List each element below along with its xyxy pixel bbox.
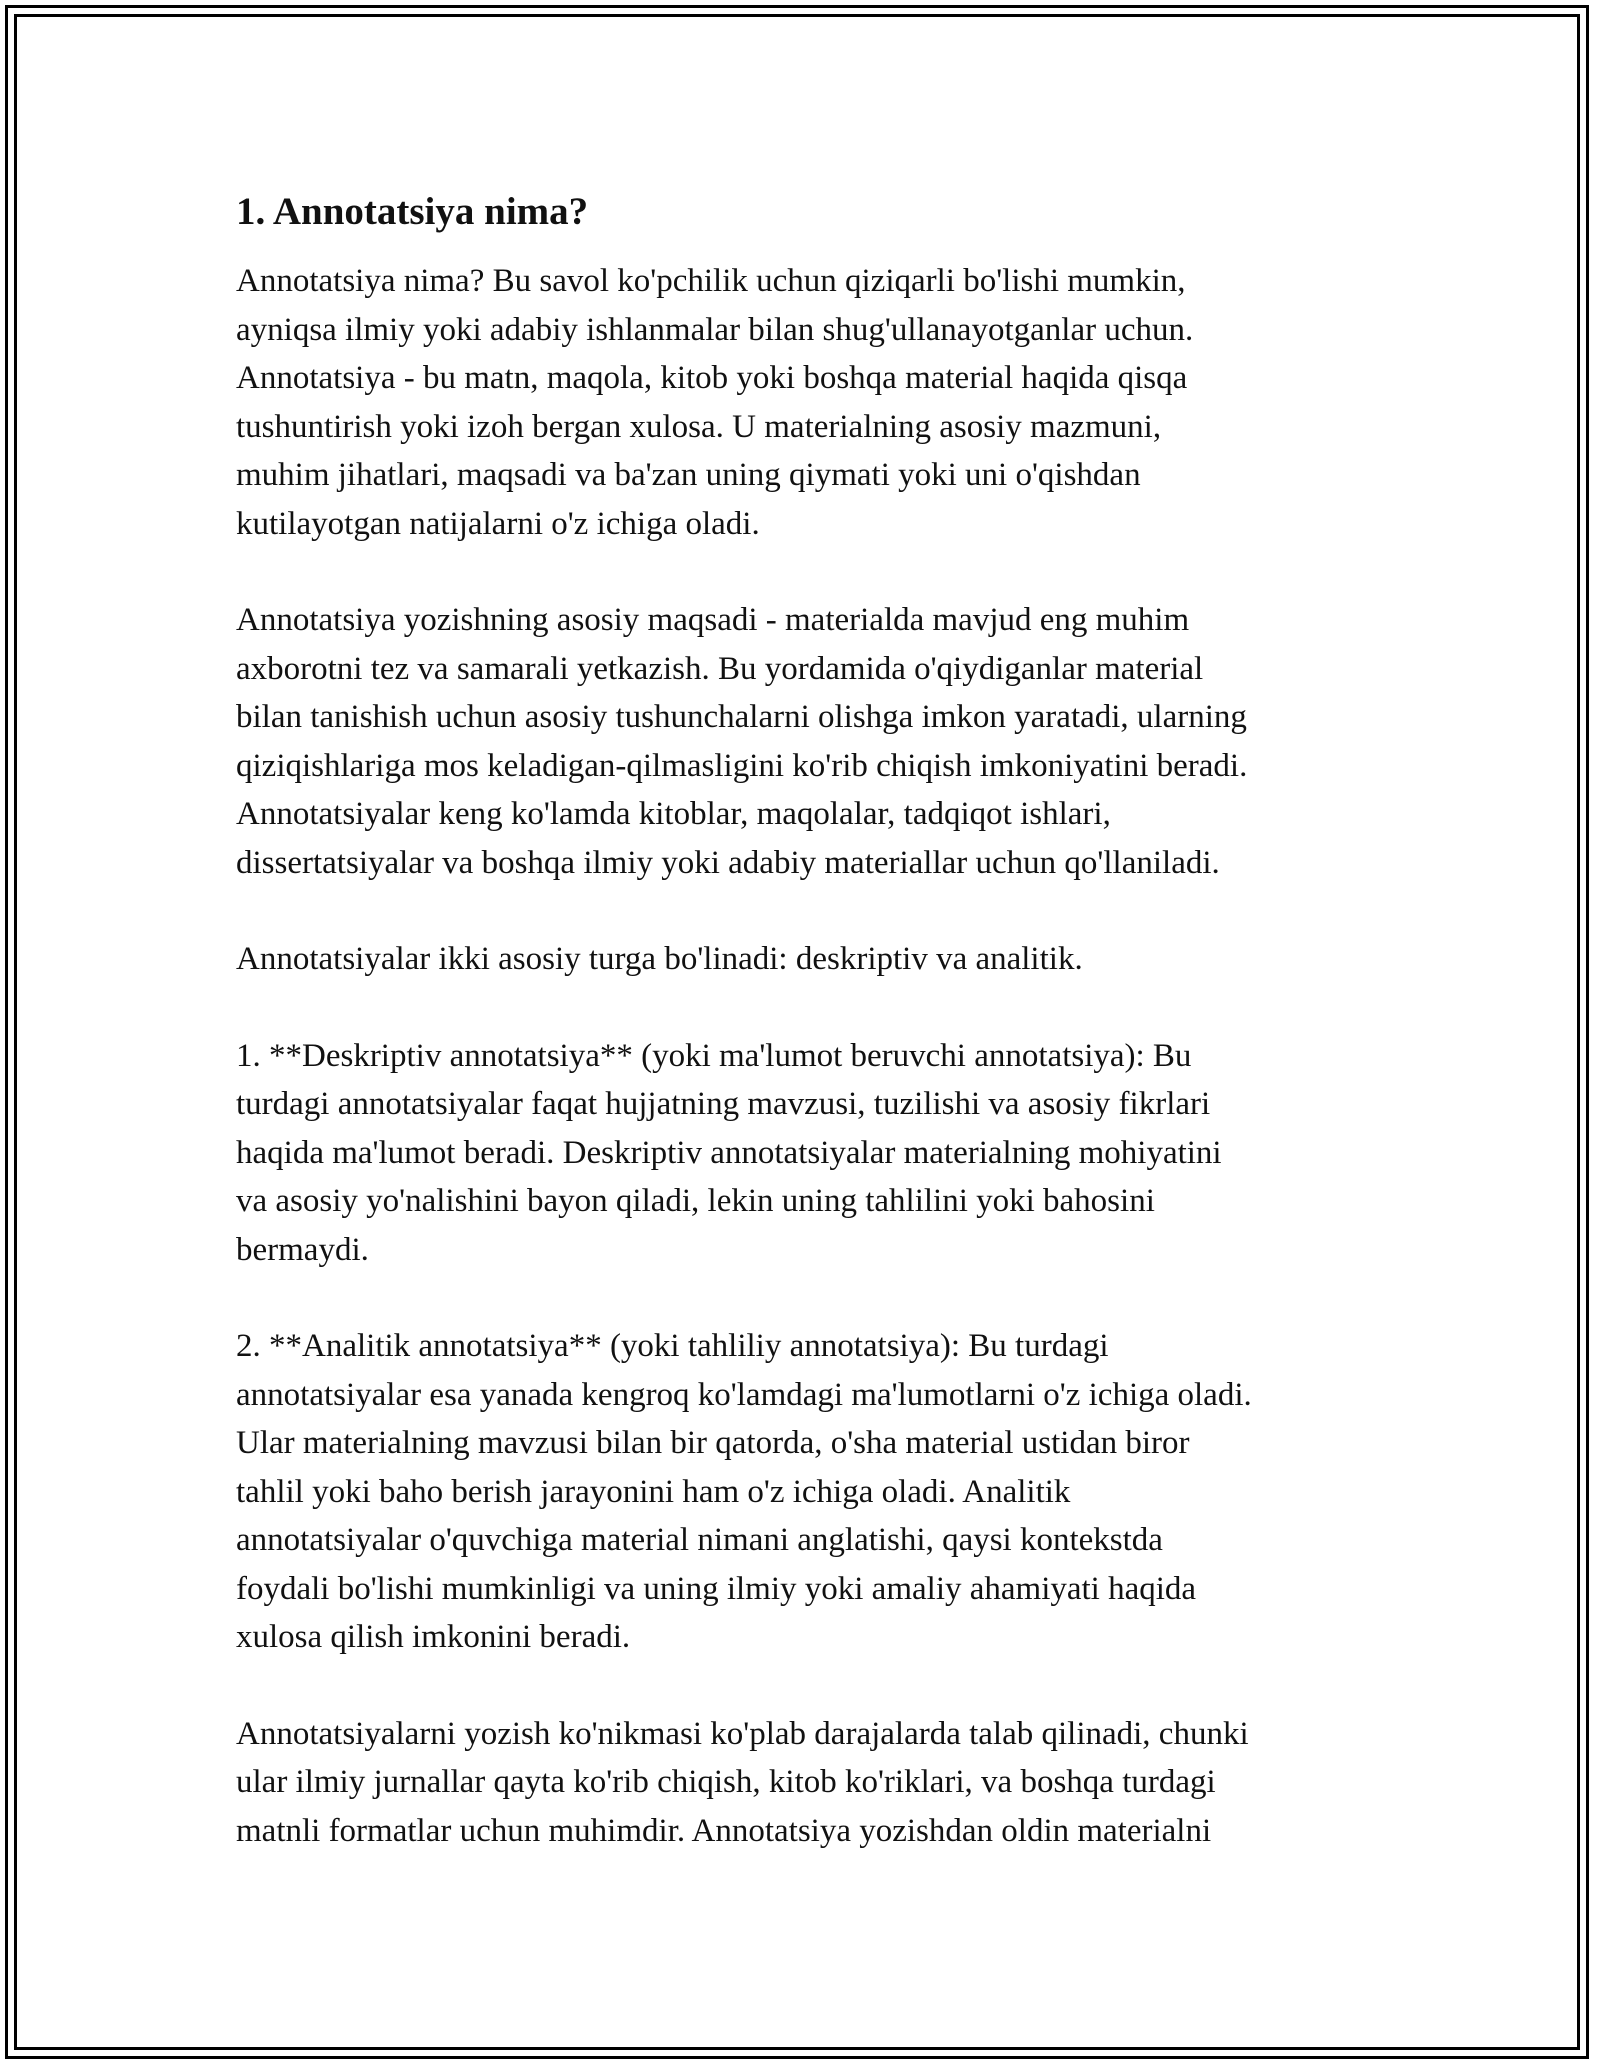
text-line: Annotatsiyalar ikki asosiy turga bo'linadi: deskriptiv va analitik. (236, 941, 1083, 977)
paragraph-analytic (236, 1322, 1376, 1662)
text-line: annotatsiyalar esa yanada kengroq ko'lamdagi ma'lumotlarni o'z ichiga oladi. (236, 1376, 1252, 1413)
section-heading: 1. Annotatsiya nima? (236, 190, 589, 233)
paragraph-types-intro (236, 935, 1376, 984)
text-line: Annotatsiya nima? Bu savol ko'pchilik uchun qiziqarli bo'lishi mumkin, (236, 263, 1186, 299)
paragraph-purpose (236, 596, 1376, 887)
text-line: bermaydi. (236, 1231, 369, 1268)
text-line: Annotatsiya - bu matn, maqola, kitob yoki boshqa material haqida qisqa (236, 360, 1188, 396)
paragraph-descriptive (236, 1032, 1376, 1275)
document-body (236, 186, 1376, 1903)
text-line: Ular materialning mavzusi bilan bir qatorda, o'sha material ustidan biror (236, 1425, 1190, 1461)
text-line: haqida ma'lumot beradi. Deskriptiv annotatsiyalar materialning mohiyatini (236, 1134, 1222, 1171)
paragraph-definition (236, 257, 1376, 548)
text-line: ayniqsa ilmiy yoki adabiy ishlanmalar bilan shug'ullanayotganlar uchun. (236, 311, 1194, 348)
text-line: bilan tanishish uchun asosiy tushunchalarni olishga imkon yaratadi, ularning (236, 699, 1247, 735)
text-line: Annotatsiyalarni yozish ko'nikmasi ko'plab darajalarda talab qilinadi, chunki (236, 1715, 1249, 1752)
text-line: Annotatsiyalar keng ko'lamda kitoblar, maqolalar, tadqiqot ishlari, (236, 796, 1111, 832)
text-line: tushuntirish yoki izoh bergan xulosa. U materialning asosiy mazmuni, (236, 408, 1162, 445)
text-line: qiziqishlariga mos keladigan-qilmasligini ko'rib chiqish imkoniyatini beradi. (236, 747, 1248, 784)
paragraph-skills (236, 1710, 1376, 1856)
text-line: dissertatsiyalar va boshqa ilmiy yoki adabiy materiallar uchun qo'llaniladi. (236, 844, 1220, 881)
text-line: foydali bo'lishi mumkinligi va uning ilmiy yoki amaliy ahamiyati haqida (236, 1570, 1197, 1607)
text-line: Annotatsiya yozishning asosiy maqsadi - materialda mavjud eng muhim (236, 602, 1190, 638)
text-line: xulosa qilish imkonini beradi. (236, 1619, 631, 1655)
text-line: axborotni tez va samarali yetkazish. Bu yordamida o'qiydiganlar material (236, 650, 1204, 687)
text-line: annotatsiyalar o'quvchiga material nimani anglatishi, qaysi kontekstda (236, 1522, 1163, 1558)
text-line: muhim jihatlari, maqsadi va ba'zan uning qiymati yoki uni o'qishdan (236, 457, 1141, 493)
text-line: va asosiy yo'nalishini bayon qiladi, lekin uning tahlilini yoki bahosini (236, 1183, 1155, 1219)
text-line: matnli formatlar uchun muhimdir. Annotatsiya yozishdan oldin materialni (236, 1812, 1212, 1849)
text-line: ular ilmiy jurnallar qayta ko'rib chiqish, kitob ko'riklari, va boshqa turdagi (236, 1764, 1216, 1800)
text-line: 2. **Analitik annotatsiya** (yoki tahliliy annotatsiya): Bu turdagi (236, 1328, 1109, 1364)
text-line: 1. **Deskriptiv annotatsiya** (yoki ma'lumot beruvchi annotatsiya): Bu (236, 1037, 1192, 1074)
text-line: kutilayotgan natijalarni o'z ichiga oladi. (236, 505, 760, 542)
text-line: turdagi annotatsiyalar faqat hujjatning mavzusi, tuzilishi va asosiy fikrlari (236, 1086, 1211, 1122)
text-line: tahlil yoki baho berish jarayonini ham o'z ichiga oladi. Analitik (236, 1473, 1071, 1510)
